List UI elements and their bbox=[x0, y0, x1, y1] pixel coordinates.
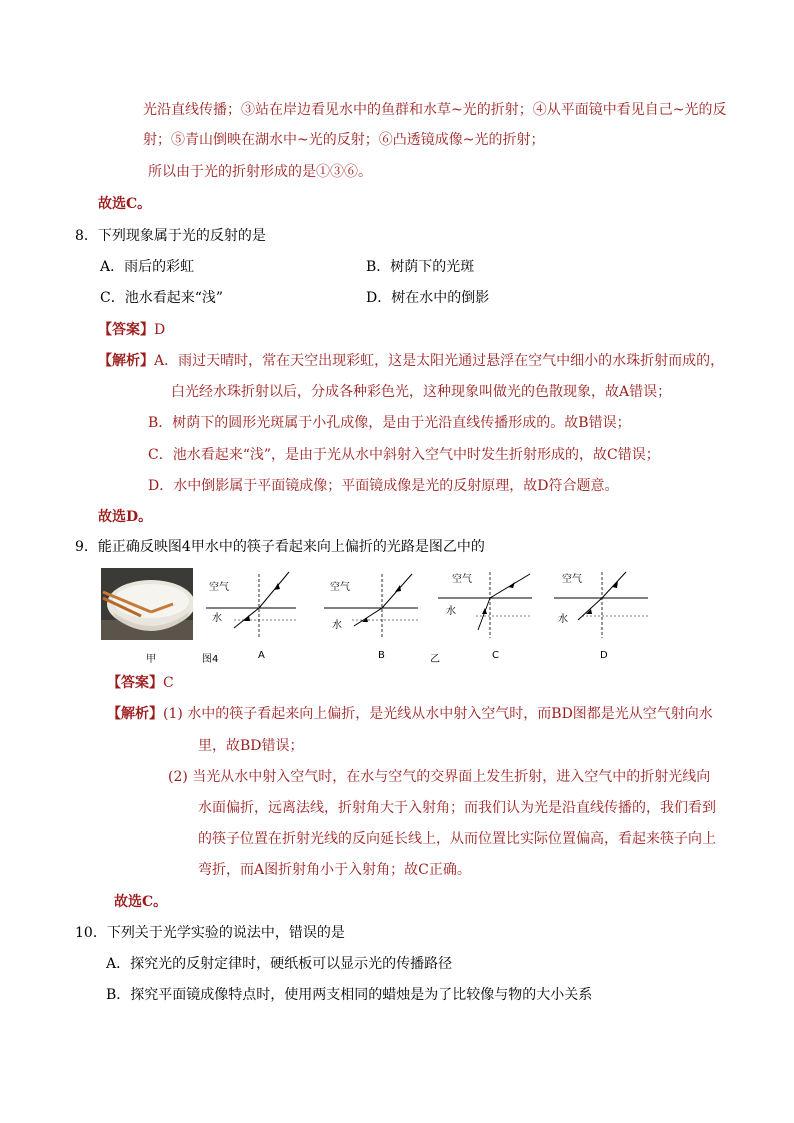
label-fig4: 图4 bbox=[202, 654, 219, 665]
prev-analysis-line-1: 光沿直线传播；③站在岸边看见水中的鱼群和水草~光的折射；④从平面镜中看见自己~光的反 bbox=[143, 102, 727, 118]
q10-stem: 10．下列关于光学实验的说法中，错误的是 bbox=[75, 925, 345, 941]
q9-analysis-line: (2) 当光从水中射入空气时，在水与空气的交界面上发生折射，进入空气中的折射光线向 bbox=[168, 769, 711, 785]
label-b: B bbox=[378, 650, 385, 661]
q8-analysis-line: A．雨过天晴时，常在天空出现彩虹，这是太阳光通过悬浮在空气中细小的水珠折射而成的， bbox=[154, 353, 725, 369]
diagram-b bbox=[322, 568, 422, 640]
label-d: D bbox=[600, 650, 608, 661]
q8-conclusion: 故选D。 bbox=[98, 509, 153, 525]
q9-analysis-line: 的筷子位置在折射光线的反向延长线上，从而位置比实际位置偏高，看起来筷子向上 bbox=[198, 831, 716, 847]
q8-analysis-tag: 【解析】 bbox=[98, 353, 154, 369]
q8-option-a: A．雨后的彩虹 bbox=[100, 259, 195, 275]
q9-analysis-line: 水面偏折，远离法线，折射角大于入射角；而我们认为光是沿直线传播的，我们看到 bbox=[198, 800, 716, 816]
label-jia: 甲 bbox=[146, 654, 156, 665]
diagram-c bbox=[436, 568, 536, 640]
water-label: 水 bbox=[212, 613, 222, 624]
q9-analysis-row-1 bbox=[107, 704, 713, 724]
q10-option-a: A．探究光的反射定律时，硬纸板可以显示光的传播路径 bbox=[106, 956, 453, 972]
prev-analysis-line-3: 所以由于光的折射形成的是①③⑥。 bbox=[148, 164, 372, 180]
q9-figure bbox=[96, 566, 656, 664]
q9-analysis-tag: 【解析】 bbox=[107, 706, 163, 722]
q9-answer-tag: 【答案】 bbox=[107, 675, 163, 691]
air-label: 空气 bbox=[209, 582, 229, 593]
q9-conclusion: 故选C。 bbox=[114, 894, 168, 910]
diagram-a bbox=[204, 568, 299, 640]
q8-option-b: B．树荫下的光斑 bbox=[366, 259, 475, 275]
q9-analysis-line: 弯折，而A图折射角小于入射角；故C正确。 bbox=[198, 862, 471, 878]
prev-analysis-line-2: 射；⑤青山倒映在湖水中~光的反射；⑥凸透镜成像~光的折射； bbox=[143, 132, 545, 148]
water-label: 水 bbox=[558, 614, 568, 625]
q8-analysis-line: B．树荫下的圆形光斑属于小孔成像，是由于光沿直线传播形成的。故B错误； bbox=[148, 415, 631, 431]
q8-stem: 8．下列现象属于光的反射的是 bbox=[75, 228, 266, 244]
q9-stem: 9．能正确反映图4甲水中的筷子看起来向上偏折的光路是图乙中的 bbox=[75, 539, 485, 555]
q8-answer-value: D bbox=[154, 322, 166, 338]
label-c: C bbox=[492, 650, 499, 661]
q8-analysis-line: D．水中倒影属于平面镜成像；平面镜成像是光的反射原理，故D符合题意。 bbox=[148, 478, 619, 494]
q8-option-c: C．池水看起来“浅” bbox=[100, 290, 224, 306]
diagram-d bbox=[552, 568, 652, 640]
q8-analysis-line: C．池水看起来“浅”，是由于光从水中斜射入空气中时发生折射形成的，故C错误； bbox=[148, 447, 660, 463]
label-yi: 乙 bbox=[430, 654, 440, 665]
water-label: 水 bbox=[446, 606, 456, 617]
air-label: 空气 bbox=[562, 574, 582, 585]
q8-option-d: D．树在水中的倒影 bbox=[366, 290, 490, 306]
q9-analysis-line: 里，故BD错误； bbox=[198, 738, 304, 754]
bowl-photo bbox=[101, 568, 193, 640]
q9-analysis-line: (1) 水中的筷子看起来向上偏折，是光线从水中射入空气时，而BD图都是光从空气射向水 bbox=[163, 706, 713, 722]
q9-answer-value: C bbox=[163, 675, 174, 691]
prev-conclusion: 故选C。 bbox=[98, 196, 152, 212]
label-a: A bbox=[258, 650, 265, 661]
q8-analysis-line: 白光经水珠折射以后，分成各种彩色光，这种现象叫做光的色散现象，故A错误； bbox=[171, 384, 672, 400]
water-label: 水 bbox=[332, 620, 342, 631]
q8-answer bbox=[98, 320, 165, 340]
q8-analysis-row-1 bbox=[98, 351, 724, 371]
q9-answer bbox=[107, 673, 174, 693]
q10-option-b: B．探究平面镜成像特点时，使用两支相同的蜡烛是为了比较像与物的大小关系 bbox=[106, 987, 593, 1003]
air-label: 空气 bbox=[452, 574, 472, 585]
q8-answer-tag: 【答案】 bbox=[98, 322, 154, 338]
air-label: 空气 bbox=[330, 582, 350, 593]
